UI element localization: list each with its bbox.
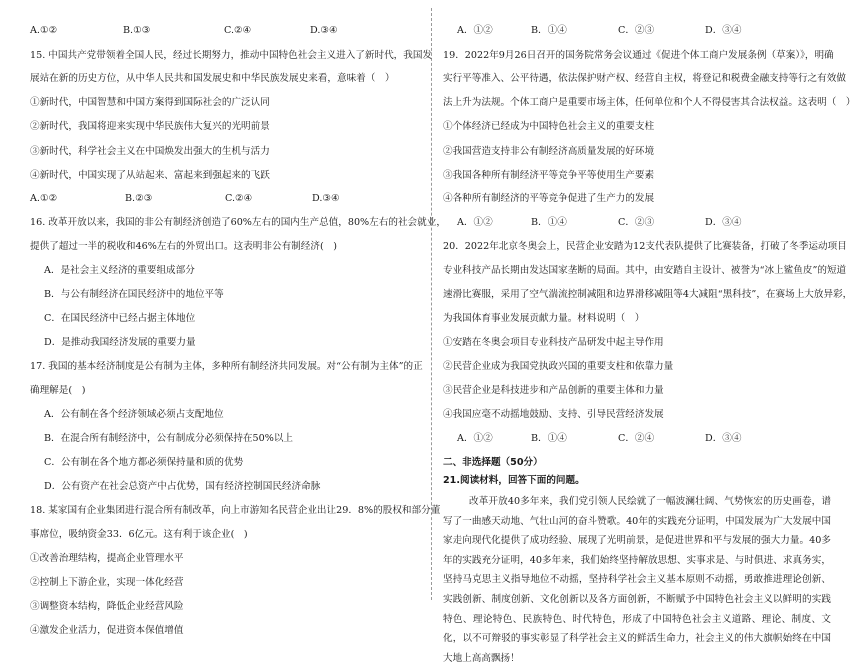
q15-item: ④新时代，中国实现了从站起来、富起来到强起来的飞跃 bbox=[30, 170, 270, 181]
q19-item: ②我国营造支持非公有制经济高质量发展的好环境 bbox=[443, 146, 655, 157]
q15-stem-line: 展站在新的历史方位，从中华人民共和国发展史和中华民族发展史来看，意味着（ ） bbox=[30, 73, 395, 84]
q16-option: D．是推动我国经济发展的重要力量 bbox=[44, 337, 196, 348]
option-d: D．③④ bbox=[705, 217, 742, 228]
q16-stem-line: 16. 改革开放以来，我国的非公有制经济创造了60%左右的国内生产总值，80%左右的社会就业， bbox=[30, 217, 446, 228]
q21-title: 21.阅读材料，回答下面的问题。 bbox=[443, 475, 585, 486]
q20-stem-line: 速滑比赛服，采用了空气湍流控制减阻和边界滑移减阻等4大减阻“黑科技”，在赛场上大放异彩， bbox=[443, 289, 853, 300]
option-a: A.①② bbox=[30, 193, 58, 204]
q15-item: ①新时代，中国智慧和中国方案得到国际社会的广泛认同 bbox=[30, 97, 270, 108]
option-b: B．①④ bbox=[531, 25, 567, 36]
q19-item: ④各种所有制经济的平等竞争促进了生产力的发展 bbox=[443, 193, 655, 204]
q16-option: A．是社会主义经济的重要组成部分 bbox=[44, 265, 195, 276]
q15-item: ③新时代，科学社会主义在中国焕发出强大的生机与活力 bbox=[30, 146, 270, 157]
section-heading: 二、非选择题（50分） bbox=[443, 457, 543, 468]
option-b: B．①④ bbox=[531, 433, 567, 444]
q19-stem-line: 实行平等准入、公平待遇，依法保护财产权、经营自主权，将登记和税费金融支持等行之有效做 bbox=[443, 73, 846, 84]
q19-stem-line: 19．2022年9月26日召开的国务院常务会议通过《促进个体工商户发展条例（草案）》，明确 bbox=[443, 50, 834, 61]
q16-stem-line: 提供了超过一半的税收和46%左右的外贸出口。这表明非公有制经济( ) bbox=[30, 241, 338, 252]
q17-stem-line: 确理解是( ) bbox=[30, 385, 86, 396]
q18-item: ①改善治理结构，提高企业管理水平 bbox=[30, 553, 184, 564]
q18-item: ②控制上下游企业，实现一体化经营 bbox=[30, 577, 184, 588]
q17-option: B．在混合所有制经济中，公有制成分必须保持在50%以上 bbox=[44, 433, 294, 444]
q20-stem-line: 专业科技产品长期由发达国家垄断的局面。其中，由安踏自主设计、被誉为“冰上鲨鱼皮”的短道 bbox=[443, 265, 847, 276]
q19-item: ①个体经济已经成为中国特色社会主义的重要支柱 bbox=[443, 121, 655, 132]
option-d: D．③④ bbox=[705, 433, 742, 444]
q15-stem-line: 15. 中国共产党带领着全国人民，经过长期努力，推动中国特色社会主义进入了新时代，我国发 bbox=[30, 50, 433, 61]
option-b: B.①③ bbox=[123, 25, 151, 36]
option-c: C．②③ bbox=[618, 25, 655, 36]
option-b: B．①④ bbox=[531, 217, 567, 228]
option-d: D.③④ bbox=[312, 193, 340, 204]
q16-option: C．在国民经济中已经占据主体地位 bbox=[44, 313, 196, 324]
q18-item: ③调整资本结构，降低企业经营风险 bbox=[30, 601, 184, 612]
option-d: D．③④ bbox=[705, 25, 742, 36]
q20-item: ③民营企业是科技进步和产品创新的重要主体和力量 bbox=[443, 385, 664, 396]
q20-stem-line: 为我国体育事业发展贡献力量。材料说明（ ） bbox=[443, 313, 645, 324]
option-c: C.②④ bbox=[225, 193, 253, 204]
option-c: C．②④ bbox=[618, 433, 655, 444]
option-a: A．①② bbox=[457, 433, 493, 444]
option-c: C.②④ bbox=[224, 25, 252, 36]
q18-stem-line: 事席位，吸纳资金33．6亿元。这有利于该企业( ) bbox=[30, 529, 248, 540]
q15-item: ②新时代，我国将迎来实现中华民族伟大复兴的光明前景 bbox=[30, 121, 270, 132]
q17-stem-line: 17. 我国的基本经济制度是公有制为主体，多种所有制经济共同发展。对“公有制为主体”的正 bbox=[30, 361, 423, 372]
option-b: B.②③ bbox=[125, 193, 153, 204]
q18-stem-line: 18. 某家国有企业集团进行混合所有制改革，向上市游知名民营企业出让29．8%的股权和部分董 bbox=[30, 505, 441, 516]
q20-stem-line: 20．2022年北京冬奥会上，民营企业安踏为12支代表队提供了比赛装备，打破了冬季运动项目 bbox=[443, 241, 847, 252]
q17-option: C．公有制在各个地方都必须保持量和质的优势 bbox=[44, 457, 244, 468]
q17-option: D．公有资产在社会总资产中占优势，国有经济控制国民经济命脉 bbox=[44, 481, 321, 492]
q20-item: ④我国应毫不动摇地鼓励、支持、引导民营经济发展 bbox=[443, 409, 664, 420]
q19-item: ③我国各种所有制经济平等竞争平等使用生产要素 bbox=[443, 170, 655, 181]
q20-item: ②民营企业成为我国党执政兴国的重要支柱和依靠力量 bbox=[443, 361, 674, 372]
q21-material-text: 改革开放40多年来，我们党引领人民绘就了一幅波澜壮阔、气势恢宏的历史画卷，谱写了一曲感天动地、气壮山河的奋斗赞歌。40年的实践充分证明，中国发展为广大发展中国家走向现代化提供了成功经验、展现了光明前景，是促进世界和平与发展的强大力量。40多年的实践充分证明，40多年来，我们始终坚持解放思想、实事求是、与时俱进、求真务实，坚持马克思主义指导地位不动摇，坚持科学社会主义基本原则不动摇，勇敢推进理论创新、实践创新、制度创新、文化创新以及各方面创新，不断赋予中国特色社会主义以鲜明的实践特色、理论特色、民族特色、时代特色，形成了中国特色社会主义道路、理论、制度、文化，以不可辩驳的事实彰显了科学社会主义的鲜活生命力，社会主义的伟大旗帜始终在中国大地上高高飘扬！ bbox=[443, 496, 831, 664]
option-a: A．①② bbox=[457, 25, 493, 36]
q16-option: B．与公有制经济在国民经济中的地位平等 bbox=[44, 289, 224, 300]
option-d: D.③④ bbox=[310, 25, 338, 36]
option-c: C．②③ bbox=[618, 217, 655, 228]
q18-item: ④激发企业活力，促进资本保值增值 bbox=[30, 625, 184, 636]
option-a: A.①② bbox=[30, 25, 58, 36]
q17-option: A．公有制在各个经济领域必须占支配地位 bbox=[44, 409, 224, 420]
option-a: A．①② bbox=[457, 217, 493, 228]
q19-stem-line: 法上升为法规。个体工商户是重要市场主体，任何单位和个人不得侵害其合法权益。这表明（ ） bbox=[443, 97, 856, 108]
q20-item: ①安踏在冬奥会项目专业科技产品研发中起主导作用 bbox=[443, 337, 664, 348]
